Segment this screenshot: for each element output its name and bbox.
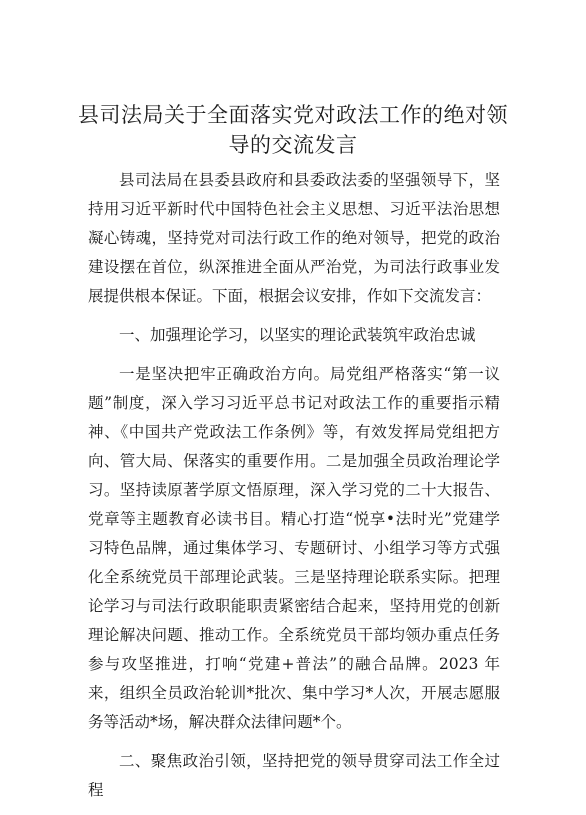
document-body bbox=[88, 166, 500, 815]
document-title bbox=[70, 100, 516, 160]
section-2-heading: 二、聚焦政治引领，坚持把党的领导贯穿司法工作全过程 bbox=[88, 752, 500, 799]
section-1-heading: 一、加强理论学习，以坚实的理论武装筑牢政治忠诚 bbox=[119, 326, 476, 344]
intro-paragraph: 县司法局在县委县政府和县委政法委的坚强领导下，坚持用习近平新时代中国特色社会主义思想、习近平法治思想凝心铸魂，坚持党对司法行政工作的绝对领导，把党的政治建设摆在首位，纵深推进全面从严治党，为司法行政事业发展提供根本保证。下面，根据会议安排，作如下交流发言： bbox=[88, 171, 500, 305]
section-1-paragraph: 一是坚决把牢正确政治方向。局党组严格落实“第一议题”制度，深入学习习近平总书记对政法工作的重要指示精神、《中国共产党政法工作条例》等，有效发挥局党组把方向、管大局、保落实的重要作用。二是加强全员政治理论学习。坚持读原著学原文悟原理，深入学习党的二十大报告、党章等主题教育必读书目。精心打造“悦享•法时光”党建学习特色品牌，通过集体学习、专题研讨、小组学习等方式强化全系统党员干部理论武装。三是坚持理论联系实际。把理论学习与司法行政职能职责紧密结合起来，坚持用党的创新理论解决问题、推动工作。全系统党员干部均领办重点任务参与攻坚推进，打响“党建+普法”的融合品牌。2023 年来，组织全员政治轮训*批次、集中学习*人次，开展志愿服务等活动*场，解决群众法律问题*个。 bbox=[88, 365, 500, 731]
title-line-2: 导的交流发言 bbox=[228, 133, 358, 157]
title-line-1: 县司法局关于全面落实党对政法工作的绝对领 bbox=[78, 103, 508, 127]
